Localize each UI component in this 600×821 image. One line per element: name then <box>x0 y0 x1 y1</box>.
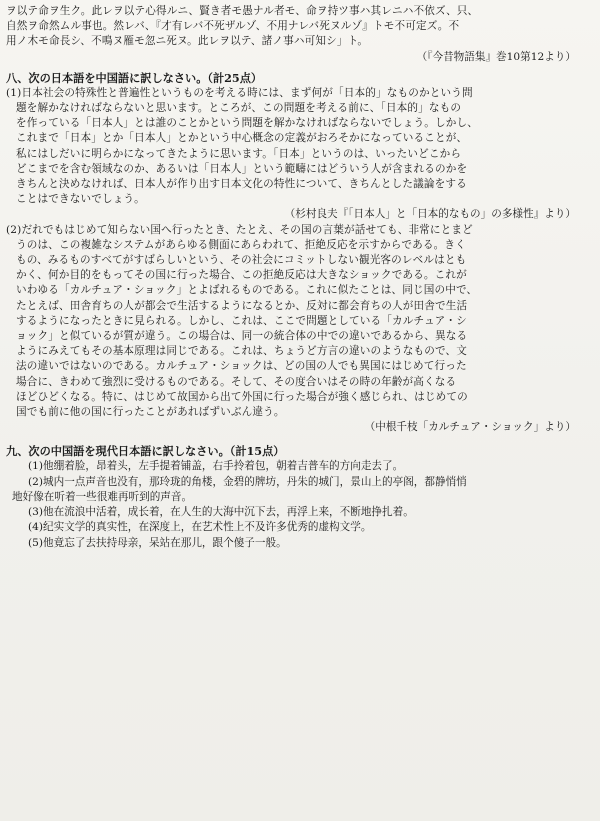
question-item: (2)城内一点声音也没有，那玲珑的角楼，金碧的牌坊，丹朱的城门，景山上的亭阁，都静悄悄 <box>28 475 467 488</box>
text-line: 自然ヲ命然ムル事也。然レバ、『才有レバ不死ザルゾ、不用ナレバ死ヌルゾ』トモ不可定ズ。不 <box>6 20 460 33</box>
question-item: (4)纪实文学的真实性，在深度上，在艺术性上不及许多优秀的虚构文学。 <box>28 521 372 534</box>
text-line: (2)だれでもはじめて知らない国へ行ったとき、たとえ、その国の言葉が話せても、非常にとまど <box>6 223 473 236</box>
text-line: いわゆる「カルチュア・ショック」とよばれるものである。これに似たことは、同じ国の中で、 <box>16 284 478 297</box>
text-line: うのは、この複雑なシステムがあらゆる側面にあらわれて、拒絶反応を示すからである。きく <box>16 238 466 251</box>
text-line: (1)日本社会の特殊性と普遍性というものを考える時には、まず何が「日本的」なものかという問 <box>6 86 473 99</box>
text-line: 用ノ木モ命長シ、不鳴ヌ雁モ忽ニ死ヌ。此レヲ以テ、諸ノ事ハ可知シ」ト。 <box>6 35 369 48</box>
text-line: ほどひどくなる。特に、はじめて故国から出て外国に行った場合が強く感じられ、はじめての <box>16 390 468 403</box>
text-line: 国でも前に他の国に行ったことがあればずいぶん違う。 <box>16 406 285 419</box>
question-item-continued: 地好像在听着一些很难再听到的声音。 <box>12 490 193 503</box>
section-8-passage-1 <box>6 86 594 223</box>
text-line: 題を解かなければならないと思います。ところが、この問題を考える前に、「日本的」なもの <box>16 102 462 115</box>
text-line: ようにみえてもその基本原理は同じである。これは、ちょうど方言の違いのようなもので、文 <box>16 345 468 358</box>
text-line: 場合に、きわめて強烈に受けるものである。そして、その度合いはその時の年齢が高くなる <box>16 375 457 388</box>
section-9-heading: 九、次の中国語を現代日本語に訳しなさい。（計15点） <box>6 444 285 459</box>
text-line: を作っている「日本人」とは誰のことかという問題を解かなければならないでしょう。しかし、 <box>16 117 478 130</box>
section-9-questions <box>6 459 594 550</box>
classical-passage <box>6 4 594 65</box>
section-8-heading: 八、次の日本語を中国語に訳しなさい。（計25点） <box>6 70 263 85</box>
text-line: かく、何か目的をもってその国に行った場合、この拒絶反応は大きなショックである。これが <box>16 269 467 282</box>
text-line: 私にはしだいに明らかになってきたように思います。「日本」というのは、いったいどこから <box>16 147 462 160</box>
text-line: これまで「日本」とか「日本人」とかという中心概念の定義がおろそかになっていることが、 <box>16 132 468 145</box>
text-line: ことはできないでしょう。 <box>16 193 145 206</box>
question-item: (5)他竟忘了去扶持母亲，呆站在那儿，跟个傻子一般。 <box>28 536 287 549</box>
question-item: (3)他在流浪中活着，成长着，在人生的大海中沉下去，再浮上来，不断地挣扎着。 <box>28 506 414 519</box>
text-line: するようになったときに見られる。しかし、これは、ここで問題としている「カルチュア・シ <box>16 314 467 327</box>
text-line: ョック」と似ているが質が違う。この場合は、同一の統合体の中での違いであるから、異なる <box>16 330 468 343</box>
document-body <box>6 4 594 551</box>
source-citation: （杉村良夫『「日本人」と「日本的なもの」の多様性』より） <box>284 208 576 221</box>
text-line: もの、みるものすべてがすばらしいという、その社会にコミットしない観光客のレベルはとも <box>16 254 467 267</box>
source-citation: （中根千枝「カルチュア・ショック」より） <box>364 421 576 434</box>
section-8-passage-2 <box>6 223 594 436</box>
text-line: たとえば、田舎育ちの人が都会で生活するようになるとか、反対に都会育ちの人が田舎で生活 <box>16 299 468 312</box>
text-line: どこまでを含む領域なのか、あるいは「日本人」という範疇にはどういう人が含まれるのかを <box>16 162 468 175</box>
text-line: 法の違いではないのである。カルチュア・ショックは、どの国の人でも異国にはじめて行った <box>16 360 467 373</box>
text-line: ヲ以テ命ヲ生ク。此レヲ以テ心得ルニ、賢き者モ愚ナル者モ、命ヲ持ツ事ハ其レニハ不依ズ、只、 <box>6 5 479 17</box>
text-line: きちんと決めなければ、日本人が作り出す日本文化の特性について、きちんとした議論をする <box>16 178 467 191</box>
source-citation: （『今昔物語集』巻10第12より） <box>416 50 576 63</box>
question-item: (1)他绷着脸，昂着头，左手提着铺盖，右手拎着包，朝着吉普车的方向走去了。 <box>28 460 404 473</box>
